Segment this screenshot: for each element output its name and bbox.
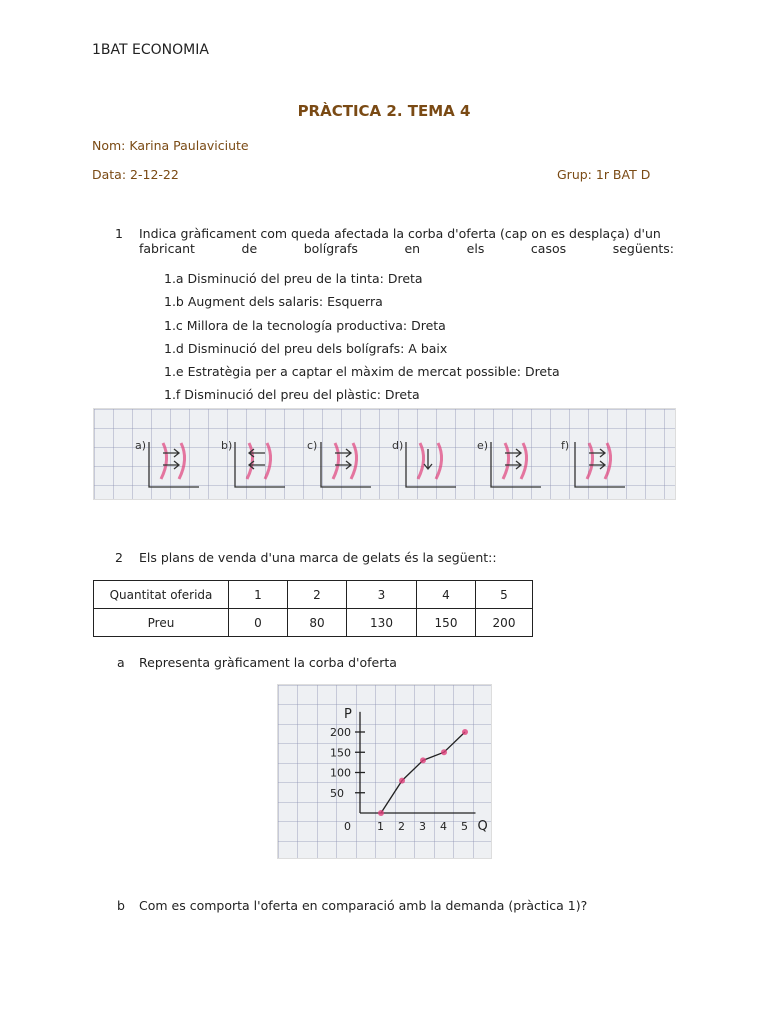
page-title: PRÀCTICA 2. TEMA 4 — [297, 102, 471, 120]
data-point — [399, 778, 405, 784]
x-tick-label: 0 — [344, 820, 351, 833]
x-tick-label: 1 — [377, 820, 384, 833]
word: bolígrafs — [303, 241, 358, 256]
table-cell: 130 — [347, 609, 417, 637]
subquestion-a-text: Representa gràficament la corba d'oferta — [139, 655, 397, 670]
table-cell: 4 — [417, 581, 476, 609]
supply-shift-sketches-photo — [93, 408, 676, 500]
table-row — [94, 609, 533, 637]
data-point — [420, 757, 426, 763]
question-2-text: Els plans de venda d'una marca de gelats és la següent:: — [139, 550, 497, 565]
word: de — [241, 241, 258, 256]
y-tick-label: 200 — [330, 726, 351, 739]
table-cell: 150 — [417, 609, 476, 637]
table-header-cell: Quantitat oferida — [94, 581, 229, 609]
list-item: 1.d Disminució del preu dels bolígrafs: A baix — [164, 341, 448, 356]
table-cell: 200 — [476, 609, 533, 637]
sketch-label: f) — [561, 439, 570, 452]
question-1-text — [139, 226, 674, 256]
course-label: 1BAT ECONOMIA — [92, 42, 209, 58]
data-point — [462, 729, 468, 735]
sketch-label: d) — [392, 439, 404, 452]
list-item: 1.a Disminució del preu de la tinta: Dreta — [164, 271, 423, 286]
y-axis-label: P — [344, 706, 352, 722]
word: fabricant — [139, 241, 195, 256]
list-item: 1.b Augment dels salaris: Esquerra — [164, 294, 383, 309]
supply-curve-photo — [277, 684, 492, 859]
word: següents: — [612, 241, 674, 256]
table-cell: 0 — [229, 609, 288, 637]
x-tick-label: 3 — [419, 820, 426, 833]
sketch-label: e) — [477, 439, 489, 452]
date-label: Data: 2-12-22 — [92, 167, 179, 182]
table-cell: 3 — [347, 581, 417, 609]
word: casos — [530, 241, 567, 256]
table-cell: 2 — [288, 581, 347, 609]
word: els — [466, 241, 485, 256]
table-row — [94, 581, 533, 609]
data-point — [441, 749, 447, 755]
table-cell: 80 — [288, 609, 347, 637]
x-tick-label: 2 — [398, 820, 405, 833]
data-point — [378, 810, 384, 816]
word: en — [404, 241, 421, 256]
group-label: Grup: 1r BAT D — [557, 167, 651, 182]
y-tick-label: 100 — [330, 766, 351, 780]
table-cell: 1 — [229, 581, 288, 609]
y-tick-label: 50 — [330, 786, 344, 800]
list-item: 1.e Estratègia per a captar el màxim de mercat possible: Dreta — [164, 364, 560, 379]
question-1-number: 1 — [115, 226, 123, 241]
sketch-label: b) — [221, 439, 233, 452]
sketch-label: c) — [307, 439, 318, 452]
subquestion-b-label: b — [117, 898, 125, 913]
x-tick-label: 4 — [440, 820, 447, 833]
table-header-cell: Preu — [94, 609, 229, 637]
y-tick-label: 150 — [330, 746, 351, 760]
list-item: 1.c Millora de la tecnología productiva: Dreta — [164, 318, 446, 333]
subquestion-b-text: Com es comporta l'oferta en comparació amb la demanda (pràctica 1)? — [139, 898, 588, 913]
x-tick-label: 5 — [461, 820, 468, 833]
x-axis-label: Q — [477, 819, 488, 834]
table-cell: 5 — [476, 581, 533, 609]
question-1-line1: Indica gràficament com queda afectada la corba d'oferta (cap on es desplaça) d'un — [139, 226, 661, 241]
list-item: 1.f Disminució del preu del plàstic: Dreta — [164, 387, 420, 402]
question-1-line2 — [139, 241, 674, 256]
subquestion-a-label: a — [117, 655, 125, 670]
student-name: Nom: Karina Paulaviciute — [92, 138, 249, 153]
question-2-number: 2 — [115, 550, 123, 565]
sketch-label: a) — [135, 439, 147, 452]
supply-schedule-table — [93, 580, 533, 637]
